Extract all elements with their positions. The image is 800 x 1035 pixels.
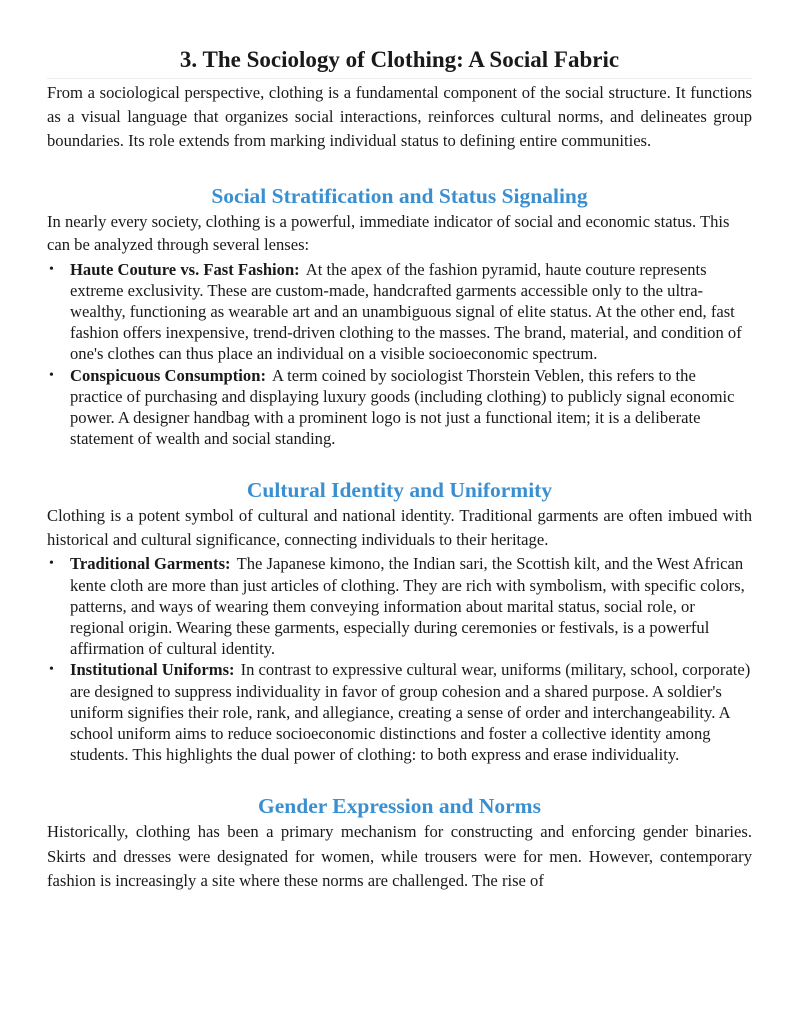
bullet-list-stratification (47, 259, 752, 450)
bullet-term: Institutional Uniforms: (70, 660, 235, 680)
list-item (47, 365, 752, 450)
section-lead-cultural-identity: Clothing is a potent symbol of cultural and national identity. Traditional garments are often imbued with historical and cultural significance, connecting individuals to their heritage. (47, 506, 752, 549)
bullet-term: Haute Couture vs. Fast Fashion: (70, 259, 300, 279)
section-heading-gender: Gender Expression and Norms (258, 794, 541, 819)
list-item (47, 553, 752, 659)
intro-paragraph: From a sociological perspective, clothing is a fundamental component of the social structure. It functions as a visual language that organizes social interactions, reinforces cultural norms, and delineates group boundaries. Its role extends from marking individual status to defining entire communities. (47, 83, 752, 151)
bullet-text: In contrast to expressive cultural wear, uniforms (military, school, corporate) are designed to suppress individuality in favor of group cohesion and a shared purpose. A soldier's uniform signifies their role, rank, and allegiance, creating a sense of order and interchangeability. A school uniform aims to reduce socioeconomic distinctions and foster a collective identity among students. This highlights the dual power of clothing: to both express and erase individuality. (70, 660, 751, 765)
section-lead-stratification: In nearly every society, clothing is a powerful, immediate indicator of social and economic status. This can be analyzed through several lenses: (47, 211, 730, 255)
list-item (47, 659, 752, 765)
bullet-icon: • (49, 261, 54, 277)
bullet-text: The Japanese kimono, the Indian sari, the Scottish kilt, and the West African kente cloth are more than just articles of clothing. They are rich with symbolism, with specific colors, patterns, and ways of wearing them conveying information about marital status, social role, or regional origin. Wearing these garments, especially during ceremonies or festivals, is a powerful affirmation of cultural identity. (70, 554, 745, 659)
section-heading-stratification: Social Stratification and Status Signaling (211, 183, 588, 208)
bullet-text: A term coined by sociologist Thorstein Veblen, this refers to the practice of purchasing and displaying luxury goods (including clothing) to publicly signal economic power. A designer handbag with a prominent logo is not just a functional item; it is a deliberate statement of wealth and social standing. (70, 365, 735, 449)
section-lead-gender: Historically, clothing has been a primary mechanism for constructing and enforcing gender binaries. Skirts and dresses were designated for women, while trousers were for men. However, contemporary fashion is increasingly a site where these norms are challenged. The rise of (47, 822, 752, 890)
bullet-text: At the apex of the fashion pyramid, haute couture represents extreme exclusivity. These are custom-made, handcrafted garments accessible only to the ultra-wealthy, functioning as wearable art and an unambiguous signal of elite status. At the other end, fast fashion offers inexpensive, trend-driven clothing to the masses. The brand, material, and condition of one's clothes can thus place an individual on a visible socioeconomic spectrum. (70, 259, 742, 364)
page-title: 3. The Sociology of Clothing: A Social Fabric (47, 44, 752, 79)
bullet-term: Conspicuous Consumption: (70, 365, 266, 385)
bullet-icon: • (49, 367, 54, 383)
bullet-term: Traditional Garments: (70, 554, 231, 574)
document-page (47, 44, 752, 893)
section-heading-cultural-identity: Cultural Identity and Uniformity (246, 478, 553, 503)
bullet-icon: • (49, 662, 54, 678)
list-item (47, 259, 752, 365)
bullet-list-cultural-identity (47, 553, 752, 765)
bullet-icon: • (49, 556, 54, 572)
